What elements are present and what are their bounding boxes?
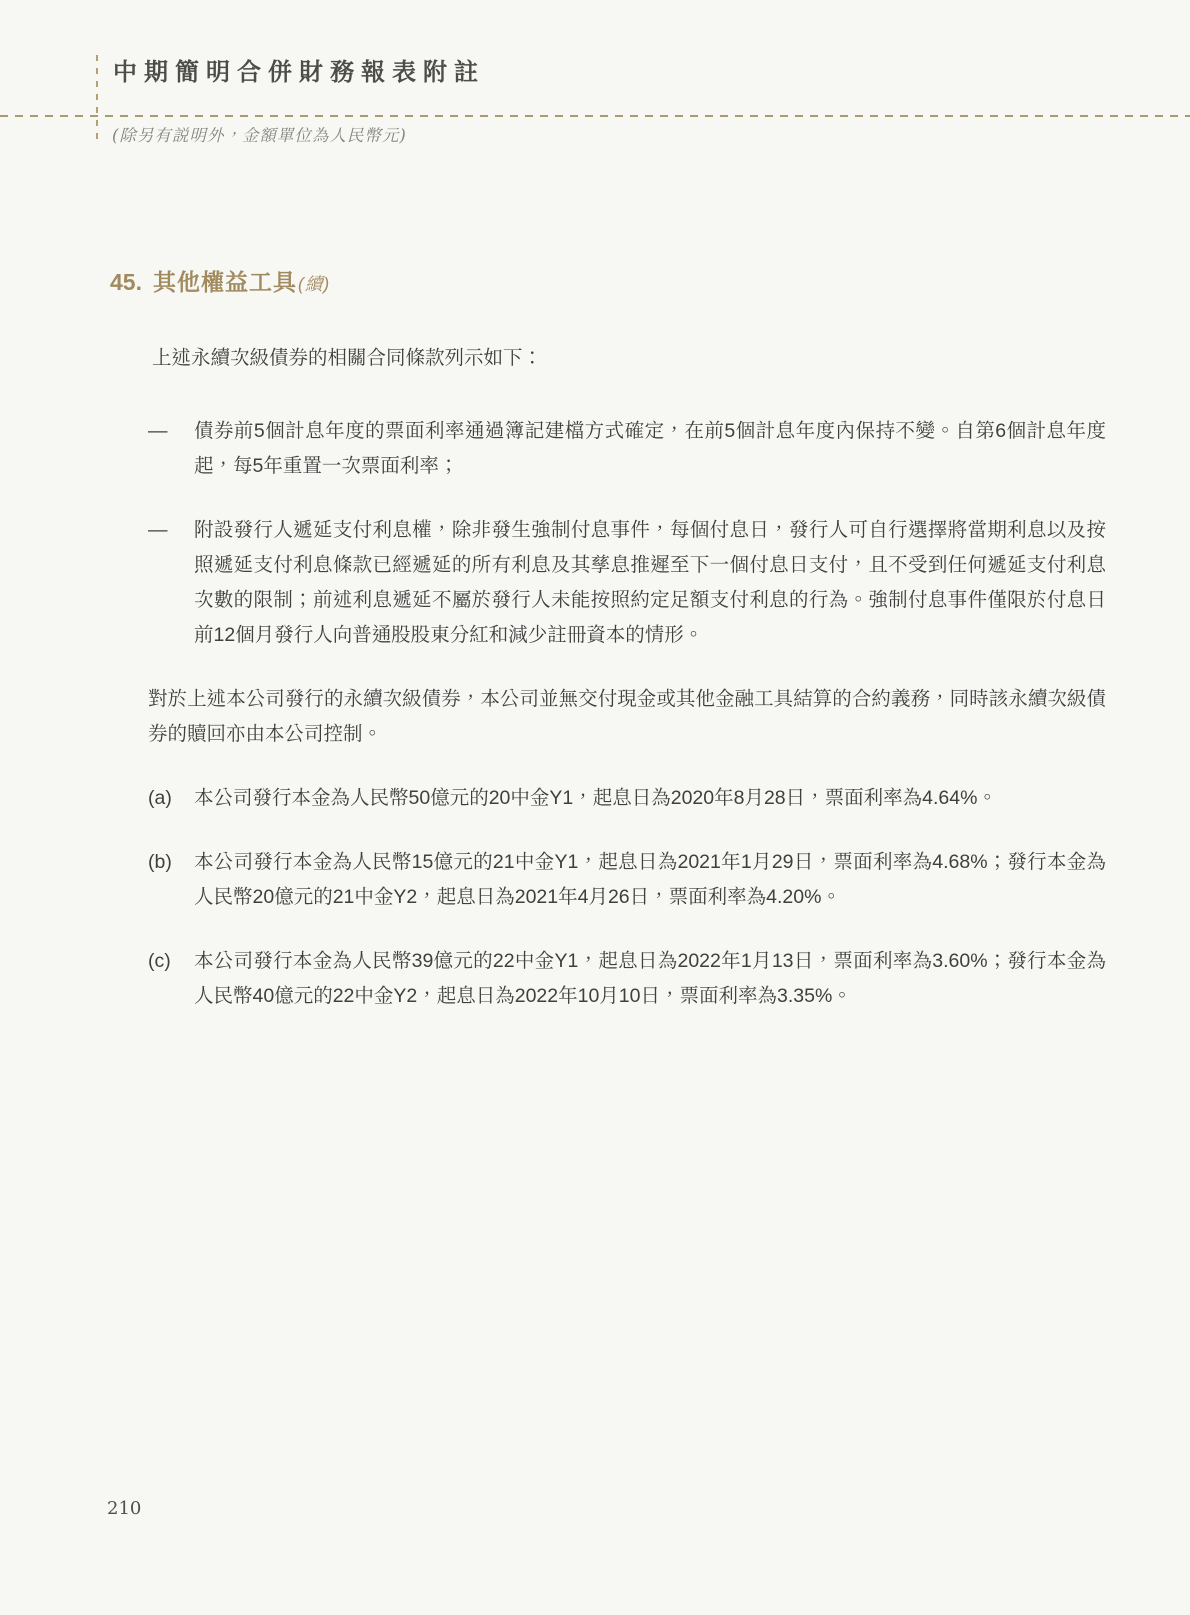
report-header-title: 中期簡明合併財務報表附註 [113,57,485,86]
bullet-item [148,414,1106,484]
lettered-item [148,781,1106,816]
item-label: (c) [148,950,171,972]
section-title [153,264,330,297]
bullet-text: 附設發行人遞延支付利息權，除非發生強制付息事件，每個付息日，發行人可自行選擇將當期利息以及按照遞延支付利息條款已經遞延的所有利息及其孳息推遲至下一個付息日支付，且不受到任何遞延支付利息次數的限制；前述利息遞延不屬於發行人未能按照約定足額支付利息的行為。強制付息事件僅限於付息日前12個月發行人向普通股股東分紅和減少註冊資本的情形。 [194,519,1106,646]
margin-dashed-vertical-line [96,55,98,141]
section-body [148,341,1106,1014]
item-text: 本公司發行本金為人民幣39億元的22中金Y1，起息日為2022年1月13日，票面利率為3.60%；發行本金為人民幣40億元的22中金Y2，起息日為2022年10月10日，票面利率為3.35%。 [194,950,1106,1007]
lettered-item [148,944,1106,1014]
body-paragraph: 對於上述本公司發行的永續次級債券，本公司並無交付現金或其他金融工具結算的合約義務，同時該永續次級債券的贖回亦由本公司控制。 [148,688,1106,745]
report-header-subtitle: (除另有説明外，金額單位為人民幣元) [112,126,407,145]
item-text: 本公司發行本金為人民幣50億元的20中金Y1，起息日為2020年8月28日，票面利率為4.64%。 [194,787,997,809]
page-number: 210 [107,1498,142,1519]
bullet-dash-marker: — [148,420,168,442]
item-text: 本公司發行本金為人民幣15億元的21中金Y1，起息日為2021年1月29日，票面利率為4.68%；發行本金為人民幣20億元的21中金Y2，起息日為2021年4月26日，票面利率為4.20%。 [194,851,1106,908]
lettered-item [148,845,1106,915]
note-45-section [110,264,1110,1043]
section-number: 45. [110,269,142,295]
intro-paragraph: 上述永續次級債券的相關合同條款列示如下： [152,347,543,369]
section-heading [110,264,1110,297]
item-label: (b) [148,851,172,873]
bullet-item [148,513,1106,653]
bullet-dash-marker: — [148,519,168,541]
bullet-text: 債券前5個計息年度的票面利率通過簿記建檔方式確定，在前5個計息年度內保持不變。自第6個計息年度起，每5年重置一次票面利率； [194,420,1106,477]
item-label: (a) [148,787,172,809]
section-title-text: 其他權益工具 [153,269,297,295]
header-dashed-divider [0,115,1190,117]
section-continuation-label: (續) [298,274,331,294]
